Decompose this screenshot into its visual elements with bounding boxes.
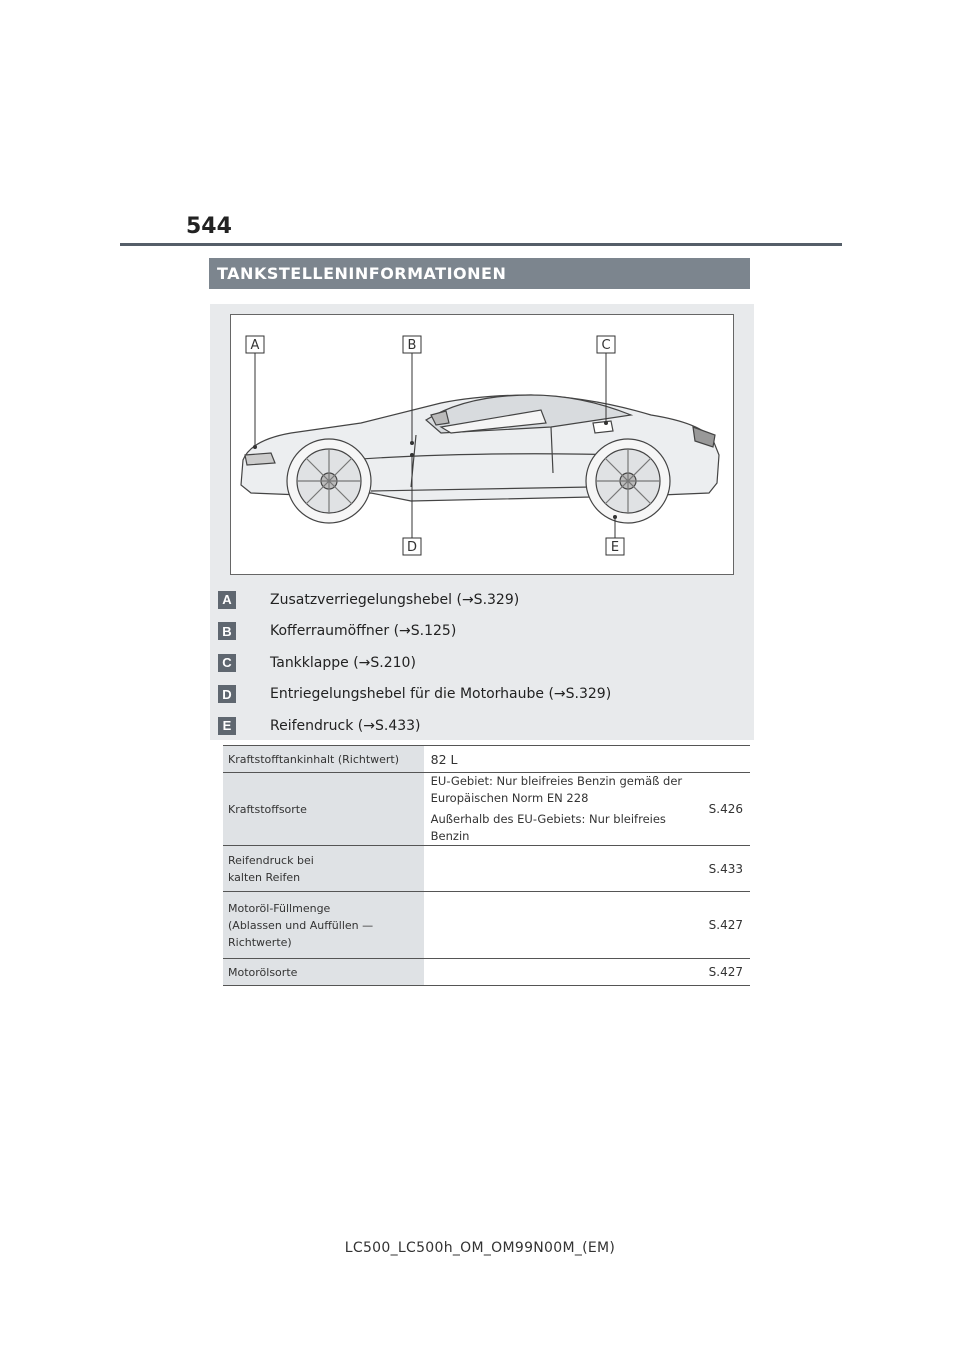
callout-d: D (406, 540, 418, 555)
table-row (223, 846, 750, 892)
table-value (424, 959, 750, 986)
table-row (223, 773, 750, 846)
legend-text-a: Zusatzverriegelungshebel (→S.329) (270, 591, 520, 608)
figure-legend (218, 584, 738, 742)
table-value-line: EU-Gebiet: Nur bleifreies Benzin gemäß der Europäischen Norm EN 228 (430, 774, 683, 805)
fuel-flap (593, 421, 613, 433)
header-rule (120, 243, 842, 246)
table-row (223, 959, 750, 986)
table-label: Motorölsorte (223, 959, 424, 986)
table-value (424, 892, 750, 959)
rear-wheel (586, 439, 670, 523)
legend-item (218, 679, 738, 711)
table-ref: S.427 (708, 918, 743, 932)
legend-text-c: Tankklappe (→S.210) (270, 654, 416, 671)
legend-text-b: Kofferraumöffner (→S.125) (270, 623, 457, 640)
table-value-line: Außerhalb des EU-Gebiets: Nur bleifreies Benzin (430, 812, 666, 843)
legend-letter-d: D (218, 685, 236, 703)
legend-letter-c: C (218, 654, 236, 672)
front-wheel (287, 439, 371, 523)
car-side-view (231, 315, 733, 574)
legend-letter-a: A (218, 591, 236, 609)
legend-item (218, 647, 738, 679)
callout-e: E (610, 540, 620, 555)
table-ref: S.433 (708, 861, 743, 876)
table-label: Kraftstoffsorte (223, 773, 424, 846)
table-row (223, 892, 750, 959)
table-value (424, 773, 750, 846)
table-ref: S.426 (708, 802, 743, 816)
fuel-info-table (223, 745, 750, 986)
legend-item (218, 616, 738, 648)
car-illustration (230, 314, 734, 575)
legend-item (218, 710, 738, 742)
legend-text-d: Entriegelungshebel für die Motorhaube (→S.329) (270, 686, 612, 703)
table-label: Kraftstofftankinhalt (Richtwert) (223, 746, 424, 773)
table-value (424, 746, 750, 773)
car-headlight (245, 453, 275, 465)
legend-letter-b: B (218, 622, 236, 640)
table-label: Reifendruck bei kalten Reifen (223, 846, 424, 892)
table-label: Motoröl-Füllmenge (Ablassen und Auffüllen — Richtwerte) (223, 892, 424, 959)
callout-b: B (407, 338, 417, 353)
legend-item (218, 584, 738, 616)
table-row (223, 746, 750, 773)
callout-a: A (250, 338, 260, 353)
table-value (424, 846, 750, 892)
legend-text-e: Reifendruck (→S.433) (270, 717, 421, 734)
section-title: TANKSTELLENINFORMATIONEN (209, 258, 750, 289)
document-footer: LC500_LC500h_OM_OM99N00M_(EM) (344, 1240, 616, 1256)
page-number: 544 (186, 214, 232, 239)
legend-letter-e: E (218, 717, 236, 735)
table-ref: S.427 (708, 965, 743, 979)
callout-c: C (601, 338, 611, 353)
table-value-line: 82 L (430, 751, 458, 767)
